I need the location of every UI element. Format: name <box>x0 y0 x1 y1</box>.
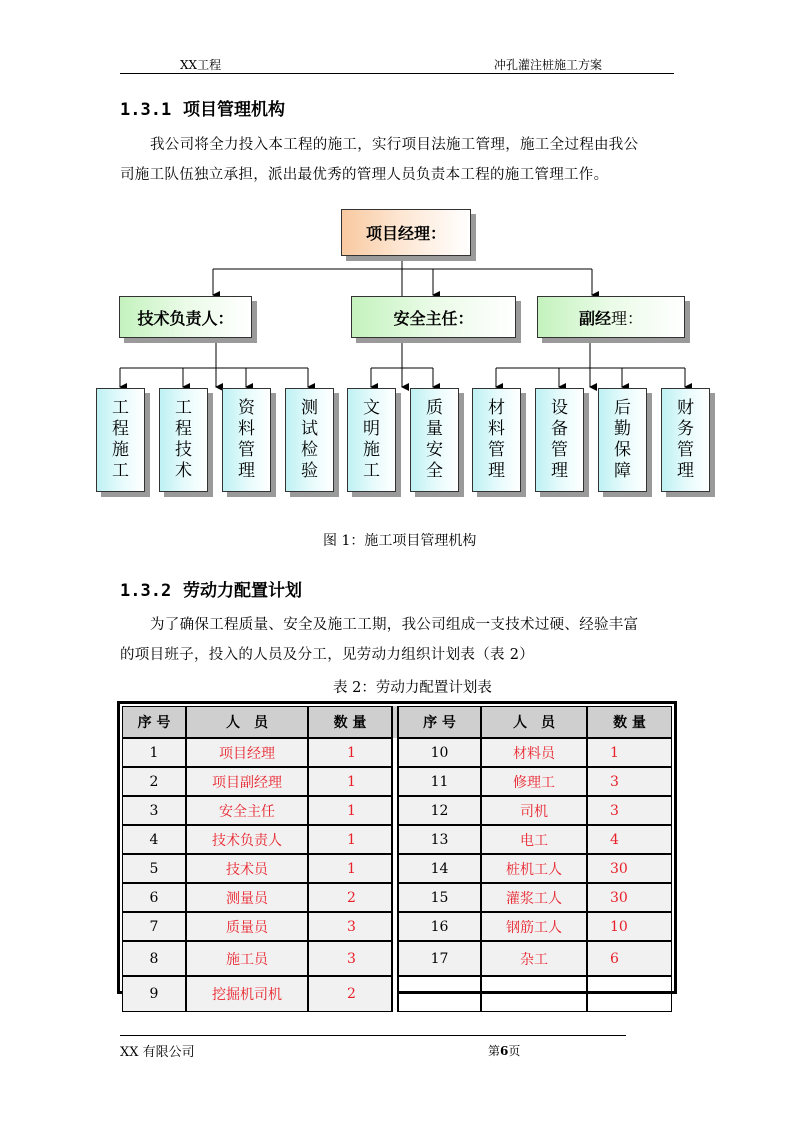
org-leaf-construction <box>96 388 145 492</box>
leaf-char: 管 <box>238 440 255 460</box>
table-row <box>122 825 672 854</box>
footer-page-number <box>488 1042 520 1059</box>
cell-personnel: 材料员 <box>481 738 587 767</box>
org-box-label-bold: 副经 <box>578 308 611 328</box>
cell-seq: 17 <box>398 941 481 976</box>
leaf-char: 材 <box>488 398 505 418</box>
cell-quantity: 2 <box>308 976 392 1012</box>
leaf-char: 术 <box>175 461 192 481</box>
leaf-char: 工 <box>112 461 129 481</box>
caption-text: ：施工项目管理机构 <box>350 533 477 549</box>
org-leaf-engineering-technology <box>159 388 208 492</box>
cell-personnel: 质量员 <box>186 912 308 941</box>
leaf-char: 量 <box>426 419 443 439</box>
cell-personnel: 项目副经理 <box>186 767 308 796</box>
leaf-char: 理 <box>677 461 694 481</box>
org-leaf-document-management <box>222 388 271 492</box>
cell-personnel <box>481 976 587 1012</box>
leaf-char: 工 <box>112 398 129 418</box>
leaf-char: 施 <box>363 440 380 460</box>
cell-personnel: 杂工 <box>481 941 587 976</box>
cell-seq: 9 <box>122 976 186 1012</box>
leaf-char: 理 <box>488 461 505 481</box>
cell-quantity: 3 <box>587 796 672 825</box>
cell-personnel: 安全主任 <box>186 796 308 825</box>
org-leaf-logistics <box>598 388 647 492</box>
caption-prefix: 图 <box>323 533 337 549</box>
section2-paragraph <box>120 610 676 670</box>
leaf-char: 理 <box>551 461 568 481</box>
cell-personnel: 钢筋工人 <box>481 912 587 941</box>
org-box-technical-lead <box>119 296 252 338</box>
leaf-char: 质 <box>426 398 443 418</box>
cell-seq: 13 <box>398 825 481 854</box>
leaf-char: 程 <box>175 419 192 439</box>
cell-quantity: 4 <box>587 825 672 854</box>
leaf-char: 文 <box>363 398 380 418</box>
cell-quantity: 3 <box>308 912 392 941</box>
footer-rule <box>120 1035 626 1036</box>
org-box-label: 技术负责人： <box>137 308 234 328</box>
paragraph-line: 司施工队伍独立承担，派出最优秀的管理人员负责本工程的施工管理工作。 <box>120 167 609 183</box>
cell-personnel: 桩机工人 <box>481 854 587 883</box>
section-heading-1-3-2 <box>120 576 302 601</box>
header-cell-personnel: 人 员 <box>481 706 587 738</box>
org-box-deputy-manager <box>537 296 685 338</box>
cell-quantity: 2 <box>308 883 392 912</box>
header-cell-personnel: 人 员 <box>186 706 308 738</box>
cell-personnel: 技术员 <box>186 854 308 883</box>
cell-seq: 7 <box>122 912 186 941</box>
cell-seq: 16 <box>398 912 481 941</box>
table-header-row <box>122 706 672 738</box>
cell-seq: 14 <box>398 854 481 883</box>
org-leaf-civilized-construction <box>347 388 396 492</box>
cell-quantity: 10 <box>587 912 672 941</box>
org-leaf-finance-management <box>661 388 710 492</box>
leaf-char: 勤 <box>614 419 631 439</box>
header-document-title: 冲孔灌注桩施工方案 <box>494 58 603 72</box>
org-box-label-light: 理： <box>611 308 644 328</box>
cell-personnel: 测量员 <box>186 883 308 912</box>
leaf-char: 保 <box>614 440 631 460</box>
header-project-name: XX工程 <box>180 58 222 72</box>
cell-seq <box>398 976 481 1012</box>
header-cell-quantity: 数 量 <box>587 706 672 738</box>
table-row <box>122 767 672 796</box>
figure-caption <box>323 530 476 550</box>
cell-seq: 2 <box>122 767 186 796</box>
leaf-char: 管 <box>677 440 694 460</box>
labor-table-grid <box>122 706 672 1012</box>
cell-seq: 11 <box>398 767 481 796</box>
section-number: 1.3.1 <box>120 100 172 120</box>
table-row <box>122 796 672 825</box>
footer-company: XX 有限公司 <box>120 1045 195 1060</box>
caption-number: 1 <box>337 533 351 549</box>
cell-quantity: 1 <box>308 854 392 883</box>
leaf-char: 全 <box>426 461 443 481</box>
leaf-char: 验 <box>301 461 318 481</box>
cell-quantity: 30 <box>587 854 672 883</box>
leaf-char: 障 <box>614 461 631 481</box>
section-title: 项目管理机构 <box>183 100 286 120</box>
leaf-char: 管 <box>551 440 568 460</box>
table-row <box>122 976 672 1012</box>
leaf-char: 工 <box>175 398 192 418</box>
leaf-char: 测 <box>301 398 318 418</box>
paragraph-line: 的项目班子，投入的人员及分工，见劳动力组织计划表（表 2） <box>120 647 535 663</box>
page-suffix: 页 <box>508 1044 521 1058</box>
org-box-project-manager <box>341 209 471 256</box>
section-number: 1.3.2 <box>120 581 172 601</box>
header-cell-seq: 序 号 <box>122 706 186 738</box>
cell-quantity: 1 <box>308 796 392 825</box>
leaf-char: 试 <box>301 419 318 439</box>
paragraph-line: 我公司将全力投入本工程的施工，实行项目法施工管理，施工全过程由我公 <box>150 137 639 153</box>
leaf-char: 料 <box>488 419 505 439</box>
leaf-char: 明 <box>363 419 380 439</box>
leaf-char: 理 <box>238 461 255 481</box>
leaf-char: 务 <box>677 419 694 439</box>
cell-personnel: 挖掘机司机 <box>186 976 308 1012</box>
org-leaf-material-management <box>472 388 521 492</box>
cell-quantity: 1 <box>308 738 392 767</box>
cell-seq: 8 <box>122 941 186 976</box>
leaf-char: 财 <box>677 398 694 418</box>
leaf-char: 技 <box>175 440 192 460</box>
cell-seq: 5 <box>122 854 186 883</box>
table-row <box>122 912 672 941</box>
cell-quantity: 1 <box>587 738 672 767</box>
cell-quantity: 3 <box>308 941 392 976</box>
table-caption: 表 2：劳动力配置计划表 <box>333 680 492 696</box>
cell-quantity: 6 <box>587 941 672 976</box>
cell-personnel: 修理工 <box>481 767 587 796</box>
cell-seq: 6 <box>122 883 186 912</box>
leaf-char: 资 <box>238 398 255 418</box>
cell-seq: 12 <box>398 796 481 825</box>
org-box-label: 安全主任： <box>393 308 474 328</box>
org-leaf-testing-inspection <box>285 388 334 492</box>
paragraph-line: 为了确保工程质量、安全及施工工期，我公司组成一支技术过硬、经验丰富 <box>150 617 639 633</box>
cell-personnel: 项目经理 <box>186 738 308 767</box>
cell-seq: 3 <box>122 796 186 825</box>
leaf-char: 安 <box>426 440 443 460</box>
cell-personnel: 技术负责人 <box>186 825 308 854</box>
table-row <box>122 854 672 883</box>
leaf-char: 管 <box>488 440 505 460</box>
org-box-safety-director <box>351 296 516 338</box>
cell-seq: 10 <box>398 738 481 767</box>
cell-personnel: 灌浆工人 <box>481 883 587 912</box>
org-box-label: 项目经理： <box>365 224 446 243</box>
org-leaf-quality-safety <box>410 388 459 492</box>
cell-seq: 15 <box>398 883 481 912</box>
cell-quantity: 1 <box>308 767 392 796</box>
cell-quantity: 3 <box>587 767 672 796</box>
table-row <box>122 738 672 767</box>
cell-personnel: 司机 <box>481 796 587 825</box>
page-prefix: 第 <box>488 1044 501 1058</box>
leaf-char: 施 <box>112 440 129 460</box>
cell-quantity <box>587 976 672 1012</box>
cell-personnel: 电工 <box>481 825 587 854</box>
table-row <box>122 941 672 976</box>
leaf-char: 料 <box>238 419 255 439</box>
labor-plan-table <box>117 701 677 1003</box>
header-cell-quantity: 数 量 <box>308 706 392 738</box>
page-num: 6 <box>500 1044 509 1058</box>
cell-quantity: 1 <box>308 825 392 854</box>
header-cell-seq: 序 号 <box>398 706 481 738</box>
cell-quantity: 30 <box>587 883 672 912</box>
leaf-char: 备 <box>551 419 568 439</box>
org-leaf-equipment-management <box>535 388 584 492</box>
leaf-char: 设 <box>551 398 568 418</box>
leaf-char: 工 <box>363 461 380 481</box>
leaf-char: 程 <box>112 419 129 439</box>
leaf-char: 后 <box>614 398 631 418</box>
table-row <box>122 883 672 912</box>
cell-personnel: 施工员 <box>186 941 308 976</box>
cell-seq: 4 <box>122 825 186 854</box>
cell-seq: 1 <box>122 738 186 767</box>
leaf-char: 检 <box>301 440 318 460</box>
section-title: 劳动力配置计划 <box>183 581 303 601</box>
